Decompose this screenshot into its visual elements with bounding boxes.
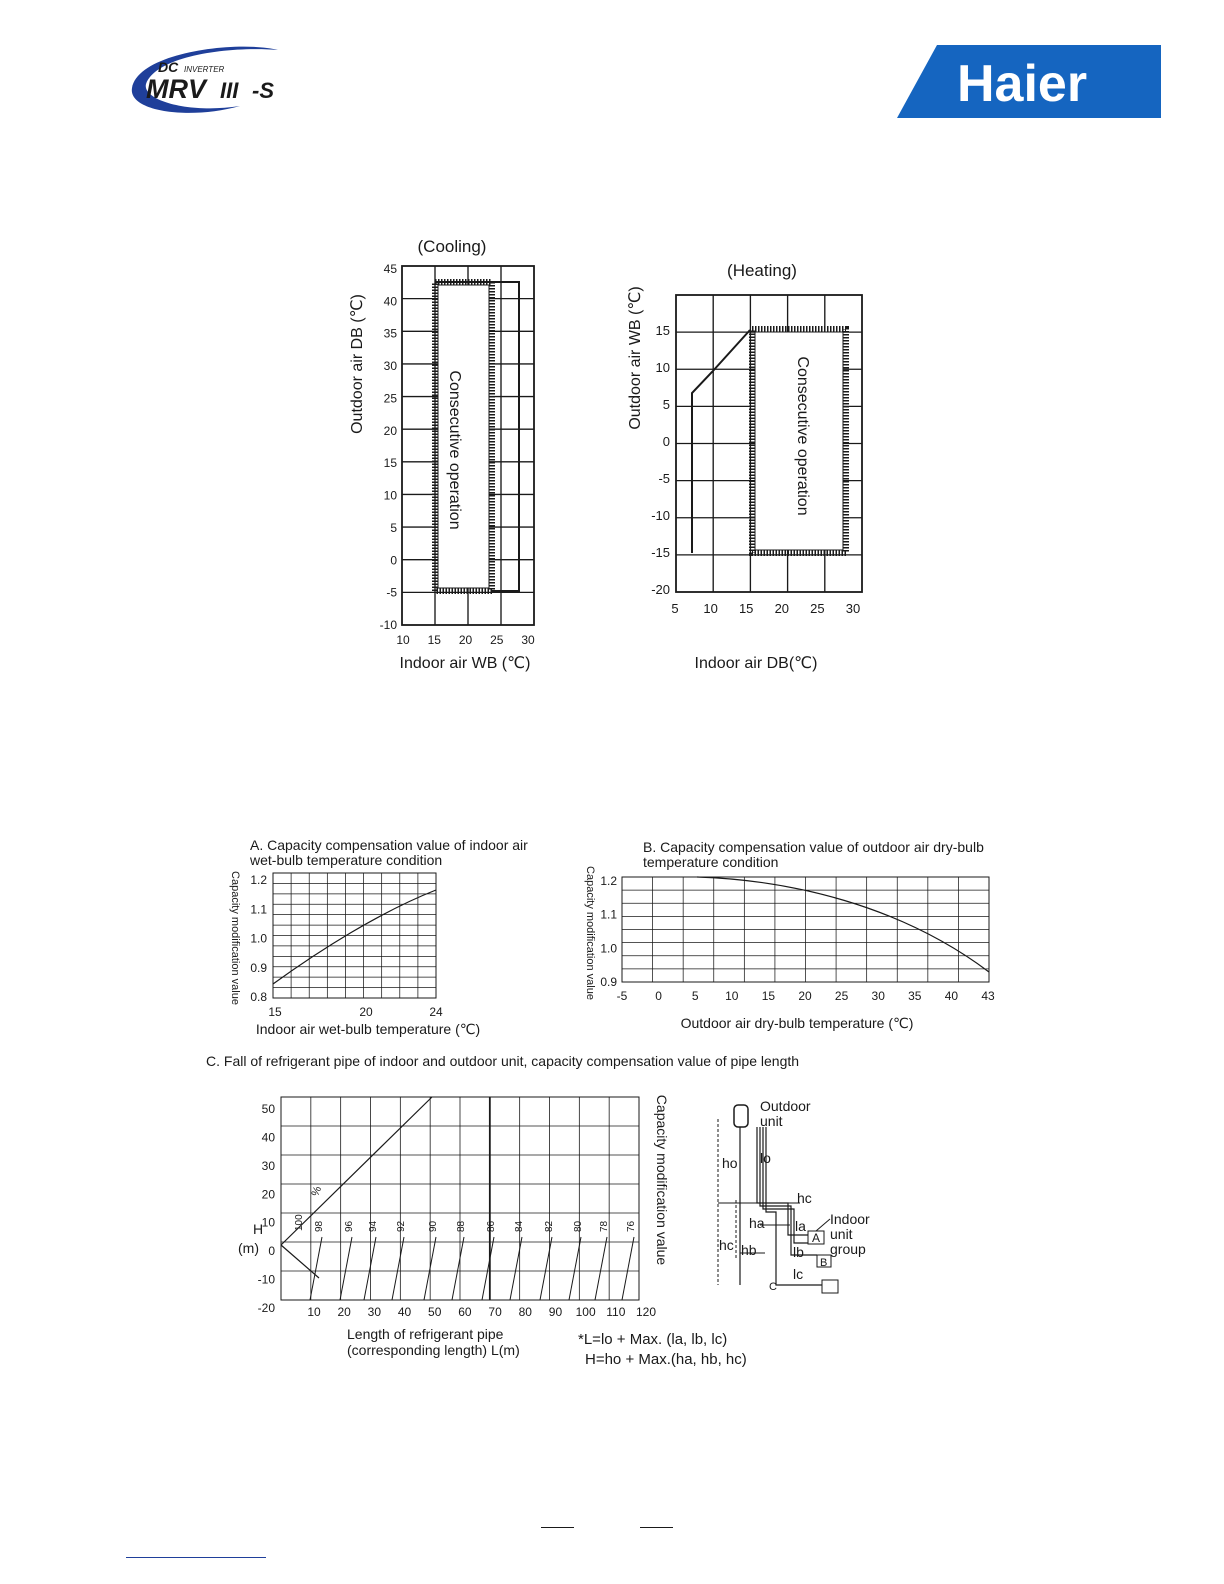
chart-c-curve: [340, 1237, 352, 1300]
chart-c-xtick: 90: [548, 1305, 563, 1319]
chart-c-curve-label: 90: [428, 1220, 439, 1232]
cooling-ytick: 10: [383, 488, 397, 503]
indoor-unit-c-icon: [822, 1280, 838, 1293]
cooling-ytick: 20: [383, 423, 397, 438]
chart-b-xtick: 15: [761, 989, 776, 1003]
chart-c-curve-label: 94: [368, 1220, 379, 1232]
chart-c-grid: [281, 1097, 639, 1300]
svg-text:lo: lo: [760, 1150, 771, 1166]
chart-b-xlabel: Outdoor air dry-bulb temperature (℃): [680, 1015, 914, 1031]
chart-b-xtick: 35: [908, 989, 922, 1003]
chart-a-ytick: 0.8: [250, 990, 267, 1004]
chart-b: [584, 839, 995, 1031]
chart-c-xtick: 70: [488, 1305, 502, 1319]
chart-b-title-1: B. Capacity compensation value of outdoor air dry-bulb: [643, 839, 984, 855]
cooling-ytick: -5: [386, 585, 397, 600]
heating-chart: [627, 261, 862, 672]
cooling-title: (Cooling): [417, 237, 487, 256]
svg-text:B: B: [820, 1257, 828, 1269]
chart-b-xtick: 30: [871, 989, 885, 1003]
chart-c-curve: [310, 1237, 322, 1300]
operating-range-charts: [0, 0, 1224, 700]
heating-xticks: [671, 601, 860, 616]
chart-c-xtick: 110: [606, 1305, 626, 1319]
chart-c-ytick: 50: [261, 1102, 275, 1116]
chart-c-xtick: 50: [428, 1305, 442, 1319]
chart-c-percent: %: [309, 1184, 325, 1199]
logo-dc-text: DC: [158, 59, 179, 75]
outdoor-unit-icon: [734, 1105, 748, 1127]
chart-c-xtick: 80: [518, 1305, 532, 1319]
indoor-label-3: group: [830, 1241, 866, 1257]
chart-a: [229, 837, 528, 1037]
chart-b-xtick: 5: [691, 989, 699, 1003]
chart-a-grid: [273, 873, 436, 998]
heating-title: (Heating): [727, 261, 797, 280]
cooling-ytick: 0: [390, 553, 397, 568]
chart-c-curve-labels: [294, 1214, 637, 1232]
heating-ytick: -20: [651, 582, 670, 597]
svg-text:C: C: [769, 1281, 777, 1293]
cooling-ytick: 45: [383, 262, 397, 276]
cooling-yticks: [380, 262, 398, 632]
chart-b-curve: [697, 877, 989, 972]
chart-c-curve-label: 88: [456, 1220, 467, 1232]
heating-ytick: 0: [662, 434, 670, 449]
heating-ytick: 5: [662, 397, 670, 412]
logo-inverter-text: INVERTER: [184, 65, 225, 74]
chart-c-curve-label: 100: [294, 1214, 305, 1231]
chart-b-xtick: 43: [981, 989, 995, 1003]
chart-c-curve-label: 78: [599, 1220, 610, 1232]
chart-b-xtick: 20: [798, 989, 812, 1003]
pipe-diagram: [575, 1098, 870, 1368]
chart-c-ytick: 0: [268, 1244, 275, 1259]
heating-range-outline: [692, 330, 750, 553]
chart-a-xtick: 15: [268, 1005, 282, 1019]
cooling-ytick: 35: [383, 326, 397, 341]
chart-a-ylabel: Capacity modification value: [229, 871, 241, 1005]
heating-xtick: 5: [671, 601, 679, 616]
chart-c-curve-label: 96: [344, 1220, 355, 1232]
compensation-charts-ab: [0, 820, 1224, 1050]
footer-rule-left: [541, 1527, 574, 1528]
chart-c-curve-label: 80: [573, 1220, 584, 1232]
pipe-length-section: [0, 1085, 1224, 1385]
cooling-zone-label: Consecutive operation: [446, 370, 463, 530]
heating-zone-label: Consecutive operation: [794, 356, 811, 516]
chart-c-ytick: 10: [261, 1215, 275, 1230]
cooling-ytick: 5: [390, 520, 397, 535]
chart-a-title-1: A. Capacity compensation value of indoor air: [250, 837, 528, 853]
chart-c-ytick: 30: [261, 1158, 275, 1173]
chart-b-ylabel: Capacity modification value: [584, 866, 596, 1000]
chart-c-xtick: 40: [397, 1305, 412, 1319]
chart-c-curve: [622, 1237, 634, 1300]
heating-xtick: 25: [810, 601, 825, 616]
svg-text:ho: ho: [722, 1155, 738, 1171]
cooling-ylabel: Outdoor air DB (℃): [349, 294, 366, 434]
chart-c-curve-label: 82: [544, 1220, 555, 1232]
heating-ytick: 10: [655, 360, 670, 375]
cooling-ytick: 15: [383, 456, 397, 471]
chart-c-curve-label: 92: [396, 1220, 407, 1232]
chart-a-ytick: 1.0: [250, 931, 267, 946]
formula-l: *L=lo + Max. (la, lb, lc): [578, 1331, 728, 1348]
chart-c-xlabel-2: (corresponding length) L(m): [347, 1342, 520, 1358]
chart-c-curve: [482, 1237, 494, 1300]
footer-rule-right: [640, 1527, 673, 1528]
cooling-ytick: -10: [379, 618, 397, 632]
logo-roman-text: III: [220, 78, 239, 103]
cooling-xtick: 25: [490, 633, 504, 647]
formula-h: H=ho + Max.(ha, hb, hc): [585, 1351, 747, 1368]
chart-b-ytick: 1.1: [600, 907, 617, 922]
chart-b-ytick: 1.2: [600, 874, 617, 888]
chart-b-ytick: 1.0: [600, 941, 617, 956]
cooling-xtick: 10: [396, 633, 410, 647]
chart-a-xtick: 20: [359, 1005, 373, 1019]
footer-link-rule: [126, 1557, 266, 1558]
cooling-xtick: 15: [427, 633, 441, 647]
chart-b-grid: [622, 877, 989, 982]
svg-text:hc: hc: [719, 1237, 734, 1253]
svg-text:lc: lc: [793, 1266, 804, 1282]
logo-model-text: MRV: [146, 74, 206, 104]
svg-text:lb: lb: [793, 1244, 804, 1260]
indoor-label-1: Indoor: [830, 1211, 870, 1227]
chart-c-xtick: 30: [367, 1305, 382, 1319]
chart-b-xtick: 25: [834, 989, 849, 1003]
chart-c-curve-label: 84: [514, 1220, 525, 1232]
logo-suffix-text: -S: [252, 78, 274, 103]
indoor-label-2: unit: [830, 1226, 853, 1242]
chart-c-curve-label: 76: [626, 1220, 637, 1232]
cooling-ytick: 40: [383, 294, 397, 309]
svg-text:hb: hb: [741, 1242, 757, 1258]
chart-b-xtick: 40: [944, 989, 959, 1003]
chart-c-curve: [595, 1237, 607, 1300]
heating-xtick: 15: [738, 601, 754, 616]
chart-b-xtick: -5: [616, 989, 628, 1003]
chart-c-envelope-lower: [281, 1245, 319, 1278]
cooling-ytick: 25: [383, 391, 397, 406]
cooling-xticks: [396, 633, 535, 647]
cooling-xtick: 30: [521, 633, 535, 647]
chart-c-right-label: Capacity modification value: [654, 1094, 670, 1266]
svg-text:hc: hc: [797, 1190, 812, 1206]
chart-b-ytick: 0.9: [600, 975, 617, 989]
chart-c-curve: [392, 1237, 404, 1300]
heating-xtick: 10: [703, 601, 718, 616]
outdoor-label-2: unit: [760, 1113, 783, 1129]
chart-c-ytick: 20: [261, 1187, 275, 1202]
chart-c-ylabel-unit: (m): [238, 1240, 259, 1256]
chart-c-ytick: -10: [257, 1272, 275, 1287]
chart-a-ytick: 1.1: [250, 902, 267, 917]
heating-yticks: [651, 323, 670, 597]
chart-c-ylabel-h: H: [253, 1221, 264, 1237]
cooling-chart: [349, 237, 535, 672]
chart-b-xtick: 0: [655, 989, 662, 1003]
chart-a-ytick: 1.2: [250, 873, 267, 887]
heating-ylabel: Outdoor air WB (℃): [627, 286, 644, 430]
chart-a-xtick: 24: [429, 1005, 443, 1019]
chart-c-xlabel-1: Length of refrigerant pipe: [347, 1326, 504, 1342]
chart-c-xtick: 10: [307, 1305, 321, 1319]
heating-ytick: 15: [655, 323, 670, 338]
chart-b-xtick: 10: [725, 989, 739, 1003]
outdoor-label-1: Outdoor: [760, 1098, 811, 1114]
heating-ytick: -10: [651, 508, 670, 523]
chart-c-xtick: 60: [458, 1305, 472, 1319]
chart-a-title-2: wet-bulb temperature condition: [250, 852, 443, 868]
brand-name: Haier: [957, 55, 1088, 113]
chart-c-curve: [510, 1237, 522, 1300]
chart-c-xtick: 20: [337, 1305, 351, 1319]
cooling-ytick: 30: [383, 359, 397, 374]
svg-text:la: la: [795, 1218, 806, 1234]
heating-xtick: 30: [845, 601, 861, 616]
chart-c-xtick: 100: [575, 1305, 596, 1319]
chart-c-curves: [281, 1097, 634, 1300]
chart-b-title-2: temperature condition: [643, 854, 779, 870]
chart-c-ytick: -20: [257, 1301, 275, 1315]
chart-c-curve-label: 86: [486, 1220, 497, 1232]
chart-a-ytick: 0.9: [250, 960, 267, 975]
chart-c-curve-label: 98: [314, 1220, 325, 1232]
chart-c-curve: [540, 1237, 552, 1300]
heating-ytick: -5: [658, 471, 670, 486]
chart-c: [238, 1095, 670, 1358]
svg-text:ha: ha: [749, 1215, 765, 1231]
chart-c-ytick: 40: [261, 1130, 275, 1145]
cooling-xlabel: Indoor air WB (℃): [399, 655, 531, 672]
chart-c-xtick: 120: [635, 1305, 657, 1319]
section-c-title: C. Fall of refrigerant pipe of indoor and outdoor unit, capacity compensation value of pipe length: [206, 1053, 800, 1069]
chart-a-xlabel: Indoor air wet-bulb temperature (℃): [255, 1021, 481, 1037]
chart-c-curve: [364, 1237, 376, 1300]
cooling-xtick: 20: [458, 633, 473, 647]
svg-text:A: A: [812, 1231, 821, 1245]
heating-ytick: -15: [651, 545, 670, 560]
chart-c-curve: [452, 1237, 464, 1300]
heating-xtick: 20: [774, 601, 790, 616]
heating-xlabel: Indoor air DB(℃): [694, 655, 818, 672]
